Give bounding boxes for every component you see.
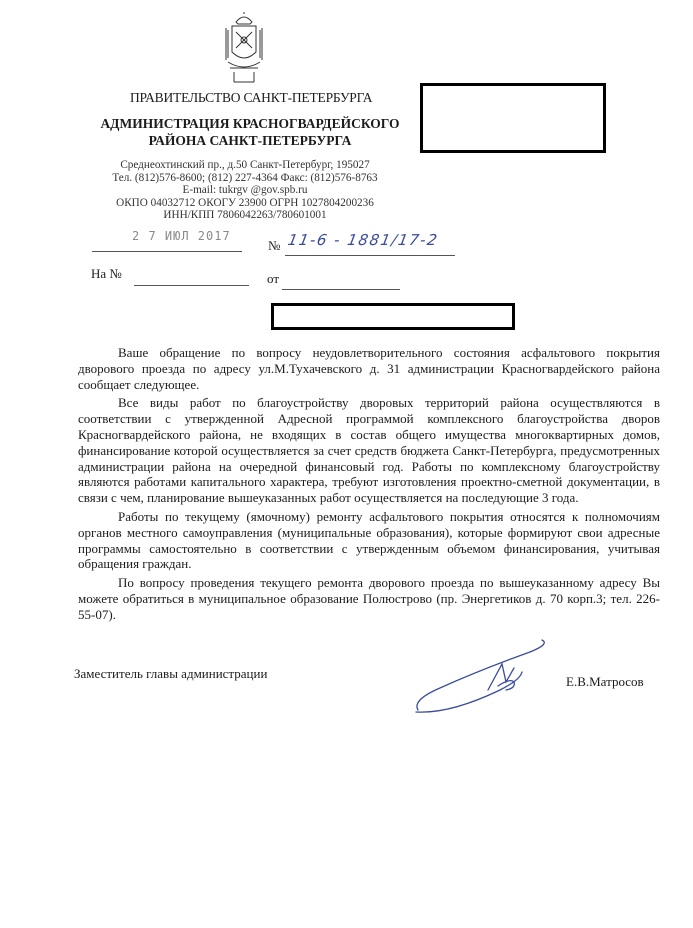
email: E-mail: tukrgv @gov.spb.ru [182,184,308,197]
phones: Тел. (812)576-8600; (812) 227-4364 Факс: (812)576-8763 [112,171,378,184]
signatory-name: Е.В.Матросов [566,674,644,689]
number-line [285,255,455,256]
letter-body [78,345,660,626]
paragraph-1: Ваше обращение по вопросу неудовлетворительного состояния асфальтового покрытия дворового проезда по адресу ул.М.Тухачевского д. 31 администрации Красногвардейского района сообщает следующее. [78,345,660,392]
signatory-title: Заместитель главы администрации [74,666,268,681]
paragraph-4: По вопросу проведения текущего ремонта дворового проезда по вышеуказанному адресу Вы можете обратиться в муниципальное образование Полюстрово (пр. Энергетиков д. 70 корп.3; тел. 226-55-07). [78,575,660,622]
redacted-recipient-box [271,303,515,330]
contact-block [80,159,410,222]
registry-codes: ОКПО 04032712 ОКОГУ 23900 ОГРН 1027804200236 [116,196,374,209]
administration-title-line1: АДМИНИСТРАЦИЯ КРАСНОГВАРДЕЙСКОГО [100,116,400,131]
redacted-addressee-box [420,83,606,153]
administration-title [100,115,400,149]
address: Среднеохтинский пр., д.50 Санкт-Петербург, 195027 [120,159,370,171]
coat-of-arms-icon [222,12,266,84]
handwritten-number: 11-6 - 1881/17-2 [286,231,440,249]
from-line [282,289,400,290]
paragraph-2: Все виды работ по благоустройству дворовых территорий района осуществляются в соответствии с утвержденной Адресной программой комплексного благоустройства дворов Красногвардейского района, не входящих в состав общего имущества многоквартирных домов, финансирование которой осуществляется за счет средств бюджета Санкт-Петербурга, предусмотренных администрации района на очередной финансовый год. Работы по комплексному благоустройству являются работами капитального характера, требуют изготовления проектно-сметной документации, в связи с чем, планирование вышеуказанных работ осуществляется на последующие 3 года. [78,395,660,506]
paragraph-3: Работы по текущему (ямочному) ремонту асфальтового покрытия относятся к полномочиям органов местного самоуправления (муниципальные образования), которые формируют свои адресные программы самостоятельно в соответствии с утвержденным объемом финансирования, учитывая обращения граждан. [78,508,660,572]
handwritten-signature [410,630,560,720]
reply-to-line [134,285,249,286]
from-label: от [267,271,280,286]
government-title: ПРАВИТЕЛЬСТВО САНКТ-ПЕТЕРБУРГА [130,90,373,105]
date-line [92,251,242,252]
number-label: № [268,238,281,253]
reply-to-label: На № [91,266,122,281]
administration-title-line2: РАЙОНА САНКТ-ПЕТЕРБУРГА [148,133,352,148]
date-stamp: 2 7 ИЮЛ 2017 [132,229,231,243]
inn-kpp: ИНН/КПП 7806042263/780601001 [163,209,327,222]
